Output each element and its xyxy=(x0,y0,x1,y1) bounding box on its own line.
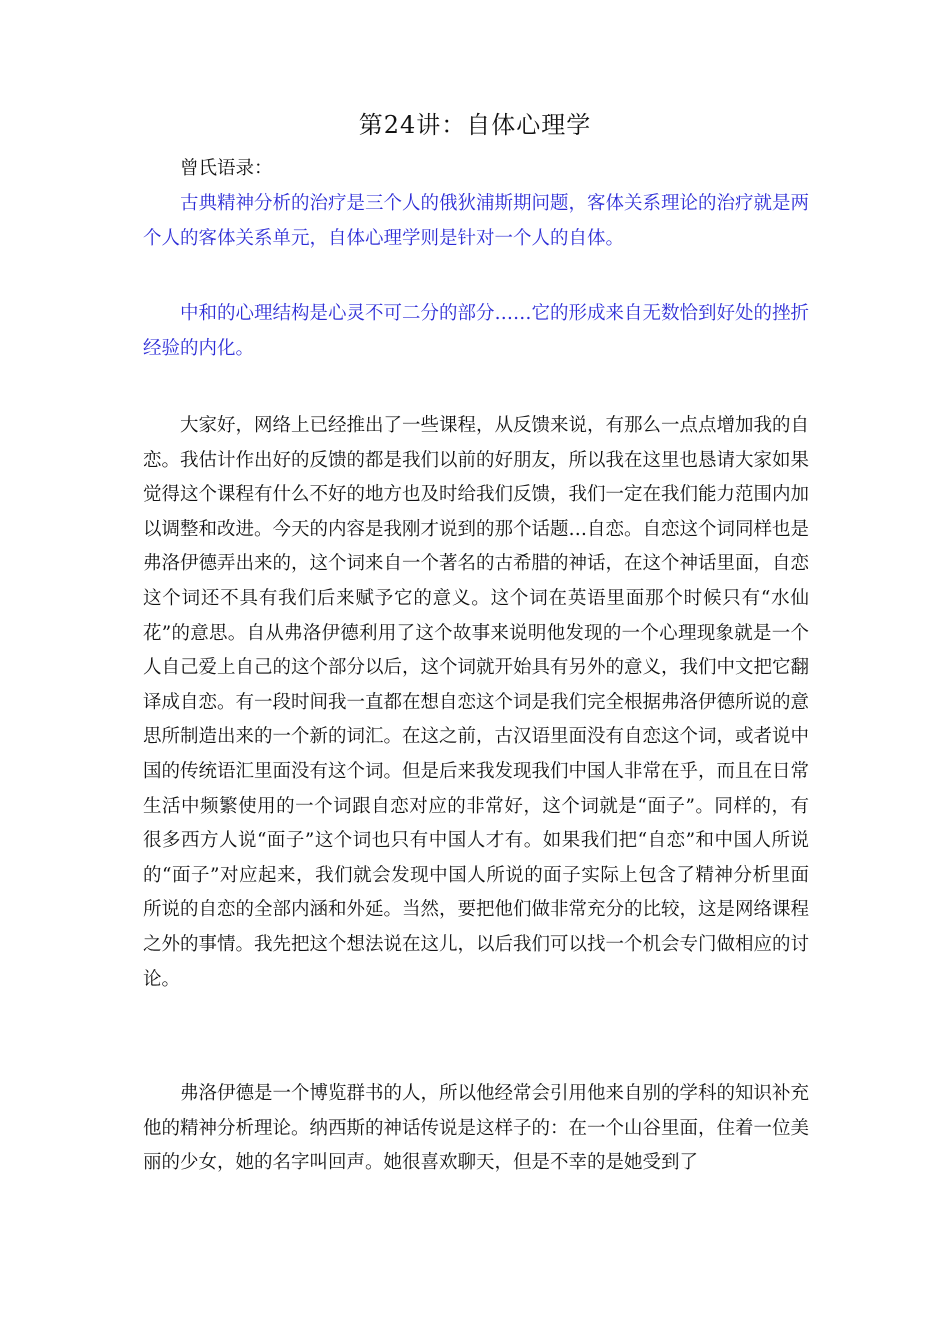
page-title: 第24讲：自体心理学 xyxy=(358,111,592,139)
body-paragraph-2: 弗洛伊德是一个博览群书的人，所以他经常会引用他来自别的学科的知识补充他的精神分析理论。纳西斯的神话传说是这样子的：在一个山谷里面，住着一位美丽的少女，她的名字叫回声。她很喜欢聊天，但是不幸的是她受到了 xyxy=(143,1083,810,1174)
body-paragraph-1: 大家好，网络上已经推出了一些课程，从反馈来说，有那么一点点增加我的自恋。我估计作出好的反馈的都是我们以前的好朋友，所以我在这里也恳请大家如果觉得这个课程有什么不好的地方也及时给我们反馈，我们一定在我们能力范围内加以调整和改进。今天的内容是我刚才说到的那个话题…自恋。自恋这个词同样也是弗洛伊德弄出来的，这个词来自一个著名的古希腊的神话，在这个神话里面，自恋这个词还不具有我们后来赋予它的意义。这个词在英语里面那个时候只有“水仙花”的意思。自从弗洛伊德利用了这个故事来说明他发现的一个心理现象就是一个人自己爱上自己的这个部分以后，这个词就开始具有另外的意义，我们中文把它翻译成自恋。有一段时间我一直都在想自恋这个词是我们完全根据弗洛伊德所说的意思所制造出来的一个新的词汇。在这之前，古汉语里面没有自恋这个词，或者说中国的传统语汇里面没有这个词。但是后来我发现我们中国人非常在乎，而且在日常生活中频繁使用的一个词跟自恋对应的非常好，这个词就是“面子”。同样的，有很多西方人说“面子”这个词也只有中国人才有。如果我们把“自恋”和中国人所说的“面子”对应起来，我们就会发现中国人所说的面子实际上包含了精神分析里面所说的自恋的全部内涵和外延。当然，要把他们做非常充分的比较，这是网络课程之外的事情。我先把这个想法说在这儿，以后我们可以找一个机会专门做相应的讨论。 xyxy=(143,415,810,990)
quote-paragraph-2: 中和的心理结构是心灵不可二分的部分……它的形成来自无数恰到好处的挫折经验的内化。 xyxy=(143,303,810,359)
quote-label: 曾氏语录： xyxy=(180,158,273,179)
quote-paragraph-1: 古典精神分析的治疗是三个人的俄狄浦斯期问题，客体关系理论的治疗就是两个人的客体关系单元，自体心理学则是针对一个人的自体。 xyxy=(143,193,810,249)
